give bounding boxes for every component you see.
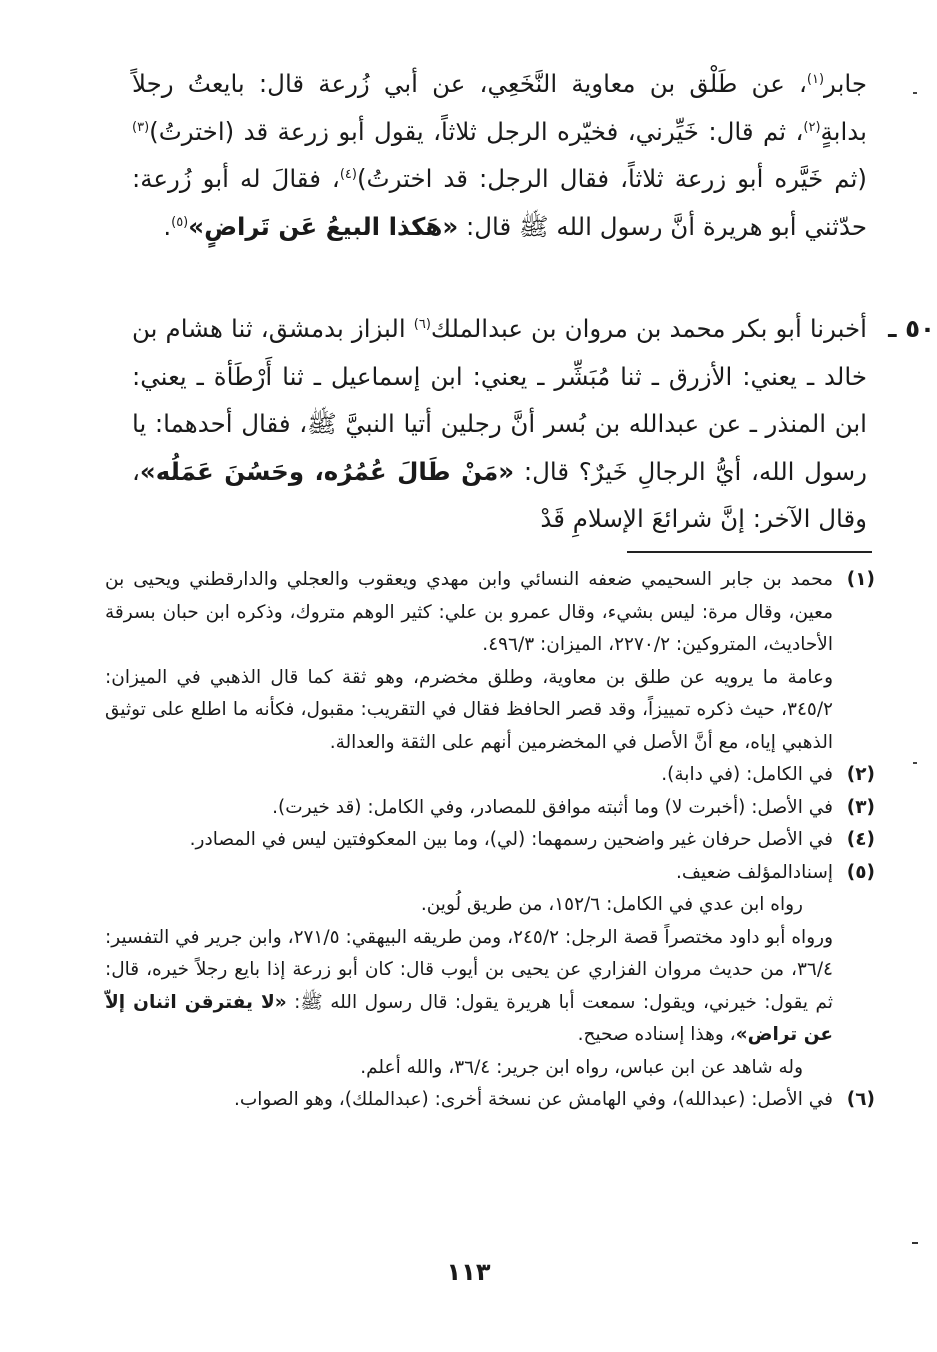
text-span: جابر: [824, 69, 867, 98]
footnote-ref-1[interactable]: (١): [806, 71, 825, 87]
text-span: ورواه أبو داود مختصراً قصة الرجل: ٢٤٥/٢، ومن طريقه البيهقي: ٢٧١/٥، وابن جرير في التفسير: ٣٦/٤، من حديث مروان الفزاري عن يحيى بن أيوب قال: كان أبو زرعة إذا بايع رجلاً خيره، قال: ثم يقول: خيرني، ويقول: سمعت أبا هريرة يقول: قال رسول الله ﷺ:: [105, 926, 833, 1013]
text-span: (ثم خَيَّره أبو زرعة ثلاثاً، فقال الرجل: قد اخترتُ): [356, 164, 867, 193]
footnote-text: في الأصل: (عبدالله)، وفي الهامش عن نسخة أخرى: (عبدالملك)، وهو الصواب.: [233, 1089, 833, 1110]
text-span: ، وهذا إسناده صحيح.: [577, 1024, 736, 1045]
scan-mark: [913, 92, 917, 94]
text-span: ، وقال الآخر: إنَّ شرائعَ الإسلامِ قَدْ: [132, 456, 867, 533]
footnote-ref-6[interactable]: (٦): [413, 316, 431, 332]
footnote-ref-5[interactable]: (٥): [171, 214, 189, 230]
text-span: ، عن طَلْق بن معاوية النَّخَعِي، عن أبي زُرعة قال: بايعتُ رجلاً بدابةٍ: [132, 69, 867, 146]
footnote-3: [105, 792, 875, 825]
footnote-ref-2[interactable]: (٢): [803, 119, 821, 135]
footnote-2: [105, 759, 875, 792]
footnote-text: في الأصل حرفان غير واضحين رسمهما: (لي)، وما بين المعكوفتين ليس في المصادر.: [189, 829, 833, 850]
footnote-ref-4[interactable]: (٤): [339, 166, 357, 182]
hadith-50: [132, 305, 867, 543]
footnote-1: [105, 564, 875, 759]
footnote-ref-3[interactable]: (٣): [132, 119, 150, 135]
page-number: ١١٣: [446, 1258, 491, 1286]
text-span: .: [163, 211, 172, 241]
footnote-number: (٥): [846, 861, 875, 883]
footnote-number: (٦): [846, 1089, 875, 1110]
footnote-text: وعامة ما يرويه عن طلق بن معاوية، وطلق مخضرم، وهو ثقة كما قال الذهبي في الميزان: ٣٤٥/٢، حيث ذكره تمييزاً، وقد قصر الحافظ فقال في التقريب: مقبول، فكأنه ما اطلع على توثيق الذهبي إياه، مع أنَّ الأصل في المخضرمين أنهم على الثقة والعدالة.: [105, 666, 833, 753]
footnote-number: (١): [846, 569, 875, 590]
hadith-text: [132, 305, 867, 543]
footnote-text: [105, 922, 833, 1052]
main-paragraph: [132, 60, 867, 250]
footnote-text: وله شاهد عن ابن عباس، رواه ابن جرير: ٣٦/٤، والله أعلم.: [360, 1056, 803, 1078]
hadith-quote: «مَنْ طَالَ عُمُرُه، وحَسُنَ عَمَلُه»: [139, 456, 515, 486]
hadith-quote: «لا يفترقن اثنان إلاّ عن تراض»: [105, 991, 833, 1045]
footnote-text: رواه ابن عدي في الكامل: ١٥٢/٦، من طريق لُوين.: [420, 894, 803, 915]
footnote-number: (٤): [846, 829, 875, 850]
text-span: ، ثم قال: خَيِّرني، فخيّره الرجل ثلاثاً، يقول أبو زرعة قد (اخترتُ): [149, 116, 804, 146]
footnote-5: [105, 857, 875, 1085]
footnotes: [105, 564, 875, 1117]
footnote-text: في الكامل: (في دابة).: [661, 764, 833, 785]
footnote-text: في الأصل: (أخبرت لا) وما أثبته موافق للمصادر، وفي الكامل: (قد خيرت).: [272, 796, 833, 818]
text-span: ، فقالَ له أبو زُرعة: حدّثني أبو هريرة أنَّ رسول الله ﷺ قال:: [132, 164, 867, 241]
footnote-6: [105, 1084, 875, 1117]
text-span: البزاز بدمشق، ثنا هشام بن خالد ـ يعني: الأزرق ـ ثنا مُبَشِّر ـ يعني: ابن إسماعيل ـ ثنا أَرْطَأة ـ يعني: ابن المنذر ـ عن عبدالله بن بُسر أنَّ رجلين أتيا النبيَّ ﷺ، فقال أحدهما: يا رسول الله، أيُّ الرجالِ خَيرٌ؟ قال:: [132, 314, 867, 486]
scan-mark: [912, 1242, 918, 1244]
scan-mark: [913, 762, 917, 764]
footnote-number: (٣): [846, 796, 875, 818]
hadith-quote: «هَكذا البيعُ عَن تَراضٍ»: [188, 211, 459, 241]
footnote-divider: [627, 551, 872, 553]
text-span: أخبرنا أبو بكر محمد بن مروان بن عبدالملك: [430, 314, 867, 343]
footnote-4: [105, 824, 875, 857]
main-paragraph-text: [132, 60, 867, 250]
footnote-number: (٢): [846, 764, 875, 785]
hadith-number: ٥٠ ـ: [888, 314, 935, 343]
footnote-text: إسنادالمؤلف ضعيف.: [675, 861, 833, 883]
footnote-text: محمد بن جابر السحيمي ضعفه النسائي وابن مهدي ويعقوب والعجلي والدارقطني ويحيى بن معين، وقال مرة: ليس بشيء، وقال عمرو بن علي: كثير الوهم متروك، وذكره ابن حبان بسرقة الأحاديث، المتروكين: ٢٢٧٠/٢، الميزان: ٤٩٦/٣.: [105, 569, 833, 655]
